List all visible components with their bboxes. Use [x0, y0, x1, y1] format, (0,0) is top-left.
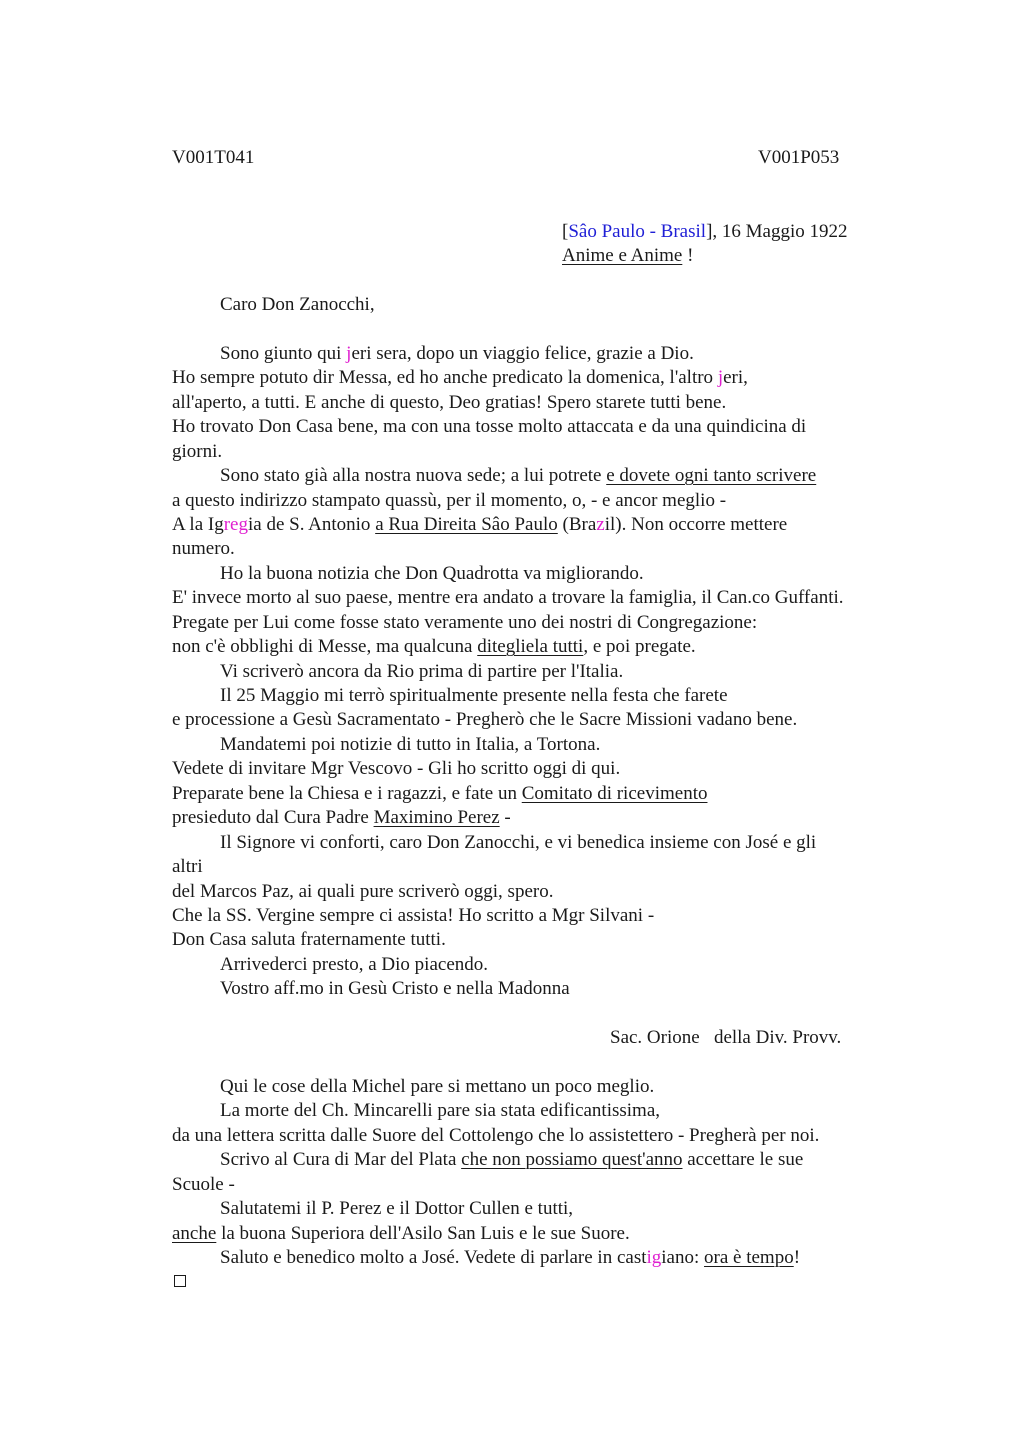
postscript-line: La morte del Ch. Mincarelli pare sia stata edificantissima,: [220, 1100, 661, 1121]
text-run: A la Ig: [172, 514, 224, 535]
text-run: Sono stato già alla nostra nuova sede; a lui potrete: [220, 465, 607, 486]
underlined-text: ora è tempo: [704, 1247, 794, 1268]
underlined-text: e dovete ogni tanto scrivere: [606, 465, 817, 486]
text-run: -: [499, 807, 511, 828]
body-line: [220, 464, 816, 488]
text-run: il). Non occorre mettere: [604, 514, 788, 535]
underlined-text: Comitato di ricevimento: [521, 783, 708, 804]
body-line: Vedete di invitare Mgr Vescovo - Gli ho scritto oggi di qui.: [172, 758, 621, 779]
place-name: Sâo Paulo - Brasil: [568, 221, 707, 242]
underlined-text: anche: [172, 1223, 217, 1244]
body-line: [172, 635, 696, 659]
document-code-left: V001T041: [172, 147, 255, 168]
body-line: Il Signore vi conforti, caro Don Zanocchi, e vi benedica insieme con José e gli: [220, 832, 817, 853]
postscript-line: [172, 1222, 630, 1246]
text-run: ia de S. Antonio: [247, 514, 376, 535]
text-run: , e poi pregate.: [583, 636, 696, 657]
body-line: all'aperto, a tutti. E anche di questo, Deo gratias! Spero starete tutti bene.: [172, 392, 727, 413]
body-line: numero.: [172, 538, 235, 559]
body-line: Arrivederci presto, a Dio piacendo.: [220, 954, 489, 975]
text-run: Ho sempre potuto dir Messa, ed ho anche predicato la domenica, l'altro: [172, 367, 718, 388]
text-run: eri,: [723, 367, 748, 388]
body-line: Che la SS. Vergine sempre ci assista! Ho scritto a Mgr Silvani -: [172, 905, 655, 926]
body-line: Ho la buona notizia che Don Quadrotta va migliorando.: [220, 563, 644, 584]
motto-text: Anime e Anime: [562, 245, 683, 266]
document-code-right: V001P053: [758, 147, 840, 168]
text-run: Scrivo al Cura di Mar del Plata: [220, 1149, 462, 1170]
body-line: [172, 806, 511, 830]
body-line: del Marcos Paz, ai quali pure scriverò oggi, spero.: [172, 881, 554, 902]
body-line: [172, 366, 748, 390]
signature: Sac. Orione della Div. Provv.: [610, 1027, 842, 1048]
text-run: presieduto dal Cura Padre: [172, 807, 374, 828]
text-run: non c'è obblighi di Messe, ma qualcuna: [172, 636, 478, 657]
correction-mark: z: [596, 514, 605, 535]
closing-line: Vostro aff.mo in Gesù Cristo e nella Madonna: [220, 978, 570, 999]
body-line: Pregate per Lui come fosse stato veramente uno dei nostri di Congregazione:: [172, 612, 758, 633]
underlined-text: Maximino Perez: [373, 807, 500, 828]
motto-tail: !: [682, 245, 694, 266]
body-line: altri: [172, 856, 203, 877]
underlined-address: a Rua Direita Sâo Paulo: [375, 514, 558, 535]
dateline: [562, 220, 848, 244]
postscript-line: Salutatemi il P. Perez e il Dottor Cullen e tutti,: [220, 1198, 574, 1219]
text-run: (Bra: [557, 514, 597, 535]
body-line: Mandatemi poi notizie di tutto in Italia, a Tortona.: [220, 734, 601, 755]
text-run: accettare le sue: [682, 1149, 804, 1170]
body-line: Don Casa saluta fraternamente tutti.: [172, 929, 446, 950]
postscript-line: Scuole -: [172, 1174, 235, 1195]
postscript-line: Qui le cose della Michel pare si mettano un poco meglio.: [220, 1076, 655, 1097]
correction-mark: ig: [646, 1247, 662, 1268]
text-run: iano:: [661, 1247, 705, 1268]
body-line: E' invece morto al suo paese, mentre era andato a trovare la famiglia, il Can.co Guffanti.: [172, 587, 844, 608]
body-line: e processione a Gesù Sacramentato - Pregherò che le Sacre Missioni vadano bene.: [172, 709, 798, 730]
end-of-document-square-icon: [174, 1275, 186, 1287]
body-line: Vi scriverò ancora da Rio prima di partire per l'Italia.: [220, 661, 624, 682]
correction-mark: j: [717, 367, 724, 388]
postscript-line: da una lettera scritta dalle Suore del Cottolengo che lo assistettero - Pregherà per noi.: [172, 1125, 820, 1146]
underlined-text: ditegliela tutti: [477, 636, 584, 657]
date-text: ], 16 Maggio 1922: [706, 221, 848, 242]
text-run: Preparate bene la Chiesa e i ragazzi, e fate un: [172, 783, 522, 804]
address-line: [172, 513, 787, 537]
body-line: Ho trovato Don Casa bene, ma con una tosse molto attaccata e da una quindicina di: [172, 416, 807, 437]
text-run: la buona Superiora dell'Asilo San Luis e le sue Suore.: [216, 1223, 630, 1244]
postscript-line: [220, 1246, 800, 1270]
body-line: Il 25 Maggio mi terrò spiritualmente presente nella festa che farete: [220, 685, 728, 706]
text-run: Saluto e benedico molto a José. Vedete di parlare in cast: [220, 1247, 647, 1268]
motto: [562, 244, 693, 268]
text-run: eri sera, dopo un viaggio felice, grazie a Dio.: [351, 343, 694, 364]
text-run: Sono giunto qui: [220, 343, 347, 364]
underlined-text: che non possiamo quest'anno: [461, 1149, 683, 1170]
postscript-line: [220, 1148, 803, 1172]
body-line: a questo indirizzo stampato quassù, per il momento, o, - e ancor meglio -: [172, 490, 727, 511]
body-line: giorni.: [172, 441, 223, 462]
text-run: !: [793, 1247, 801, 1268]
correction-mark: reg: [223, 514, 248, 535]
correction-mark: j: [346, 343, 352, 364]
bracket: [: [562, 221, 569, 242]
body-line: [220, 342, 694, 366]
salutation: Caro Don Zanocchi,: [220, 294, 375, 315]
body-line: [172, 782, 707, 806]
